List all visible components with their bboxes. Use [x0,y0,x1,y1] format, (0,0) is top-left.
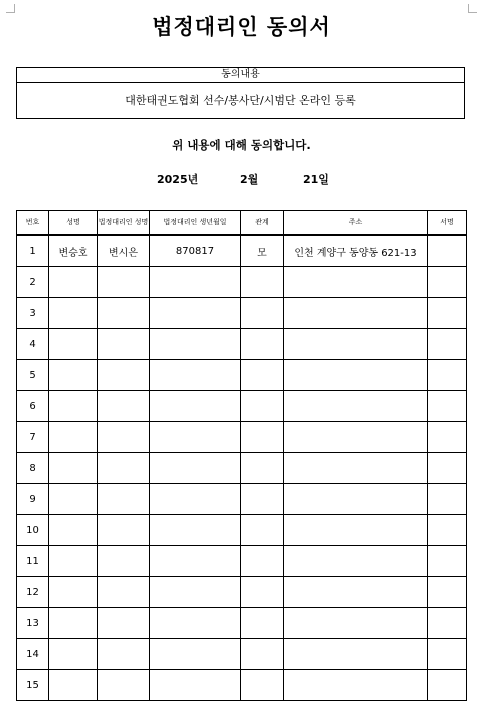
row-number-cell: 2 [17,267,49,298]
guardian-birth-cell [150,577,241,608]
signature-cell [428,360,467,391]
relation-cell [241,484,284,515]
address-cell [284,484,428,515]
header-number: 번호 [17,211,49,236]
guardian-birth-cell [150,298,241,329]
signature-cell [428,391,467,422]
table-row [17,422,467,453]
signature-cell [428,453,467,484]
guardian-name-cell [98,639,150,670]
name-cell [49,453,98,484]
header-signature: 서명 [428,211,467,236]
date-month: 2월 [240,173,259,186]
address-cell [284,422,428,453]
guardian-birth-cell: 870817 [150,235,241,267]
signature-cell [428,670,467,701]
signature-cell [428,608,467,639]
signature-cell [428,422,467,453]
name-cell [49,670,98,701]
document-title: 법정대리인 동의서 [152,14,331,39]
guardian-name-cell [98,577,150,608]
relation-cell [241,267,284,298]
address-cell [284,546,428,577]
address-cell [284,453,428,484]
name-cell [49,329,98,360]
guardian-name-cell [98,515,150,546]
row-number-cell: 15 [17,670,49,701]
row-number-cell: 13 [17,608,49,639]
table-row [17,298,467,329]
table-row [17,670,467,701]
relation-cell [241,546,284,577]
row-number-cell: 8 [17,453,49,484]
guardian-name-cell [98,484,150,515]
header-address: 주소 [284,211,428,236]
relation-cell [241,391,284,422]
agreement-statement: 위 내용에 대해 동의합니다. [172,138,311,152]
table-header-row [17,211,467,236]
address-cell [284,298,428,329]
guardian-birth-cell [150,453,241,484]
guardian-birth-cell [150,608,241,639]
name-cell [49,422,98,453]
table-row [17,235,467,267]
relation-cell [241,422,284,453]
name-cell: 변승호 [49,235,98,267]
address-cell [284,360,428,391]
relation-cell [241,298,284,329]
guardian-birth-cell [150,639,241,670]
guardian-name-cell [98,298,150,329]
consent-heading: 동의내용 [17,68,464,83]
address-cell [284,329,428,360]
relation-cell [241,639,284,670]
relation-cell [241,515,284,546]
guardian-name-cell [98,670,150,701]
header-guardian-name: 법정대리인 성명 [98,211,150,236]
relation-cell [241,608,284,639]
row-number-cell: 3 [17,298,49,329]
address-cell [284,608,428,639]
row-number-cell: 6 [17,391,49,422]
row-number-cell: 14 [17,639,49,670]
guardian-birth-cell [150,515,241,546]
name-cell [49,298,98,329]
table-row [17,546,467,577]
guardian-name-cell [98,453,150,484]
guardian-name-cell [98,608,150,639]
guardian-name-cell: 변시은 [98,235,150,267]
table-row [17,639,467,670]
guardian-name-cell [98,546,150,577]
guardian-name-cell [98,422,150,453]
signature-cell [428,267,467,298]
name-cell [49,360,98,391]
table-row [17,515,467,546]
address-cell [284,515,428,546]
row-number-cell: 4 [17,329,49,360]
name-cell [49,608,98,639]
relation-cell [241,670,284,701]
guardian-name-cell [98,391,150,422]
row-number-cell: 5 [17,360,49,391]
consent-content: 대한태권도협회 선수/봉사단/시범단 온라인 등록 [125,94,356,107]
row-number-cell: 1 [17,235,49,267]
guardian-table [16,210,467,701]
signature-cell [428,235,467,267]
address-cell: 인천 계양구 동양동 621-13 [284,235,428,267]
name-cell [49,267,98,298]
guardian-birth-cell [150,267,241,298]
relation-cell [241,577,284,608]
guardian-birth-cell [150,546,241,577]
guardian-birth-cell [150,391,241,422]
signature-cell [428,639,467,670]
table-row [17,608,467,639]
row-number-cell: 9 [17,484,49,515]
address-cell [284,639,428,670]
name-cell [49,577,98,608]
address-cell [284,577,428,608]
signature-cell [428,484,467,515]
signature-cell [428,546,467,577]
guardian-birth-cell [150,484,241,515]
header-relation: 관계 [241,211,284,236]
signature-cell [428,329,467,360]
table-row [17,329,467,360]
relation-cell [241,329,284,360]
relation-cell [241,360,284,391]
relation-cell [241,453,284,484]
row-number-cell: 7 [17,422,49,453]
date-day: 21일 [303,173,329,186]
row-number-cell: 11 [17,546,49,577]
header-name: 성명 [49,211,98,236]
address-cell [284,391,428,422]
address-cell [284,267,428,298]
table-row [17,360,467,391]
table-row [17,577,467,608]
name-cell [49,546,98,577]
table-row [17,453,467,484]
signature-cell [428,577,467,608]
guardian-birth-cell [150,422,241,453]
signature-cell [428,298,467,329]
name-cell [49,391,98,422]
signature-cell [428,515,467,546]
name-cell [49,639,98,670]
row-number-cell: 12 [17,577,49,608]
relation-cell: 모 [241,235,284,267]
table-row [17,391,467,422]
guardian-birth-cell [150,670,241,701]
address-cell [284,670,428,701]
guardian-birth-cell [150,360,241,391]
table-row [17,484,467,515]
table-row [17,267,467,298]
guardian-name-cell [98,267,150,298]
header-guardian-birth: 법정대리인 생년월일 [150,211,241,236]
row-number-cell: 10 [17,515,49,546]
name-cell [49,484,98,515]
guardian-name-cell [98,360,150,391]
consent-box [16,67,465,119]
date-year: 2025년 [157,173,199,186]
guardian-name-cell [98,329,150,360]
name-cell [49,515,98,546]
guardian-birth-cell [150,329,241,360]
